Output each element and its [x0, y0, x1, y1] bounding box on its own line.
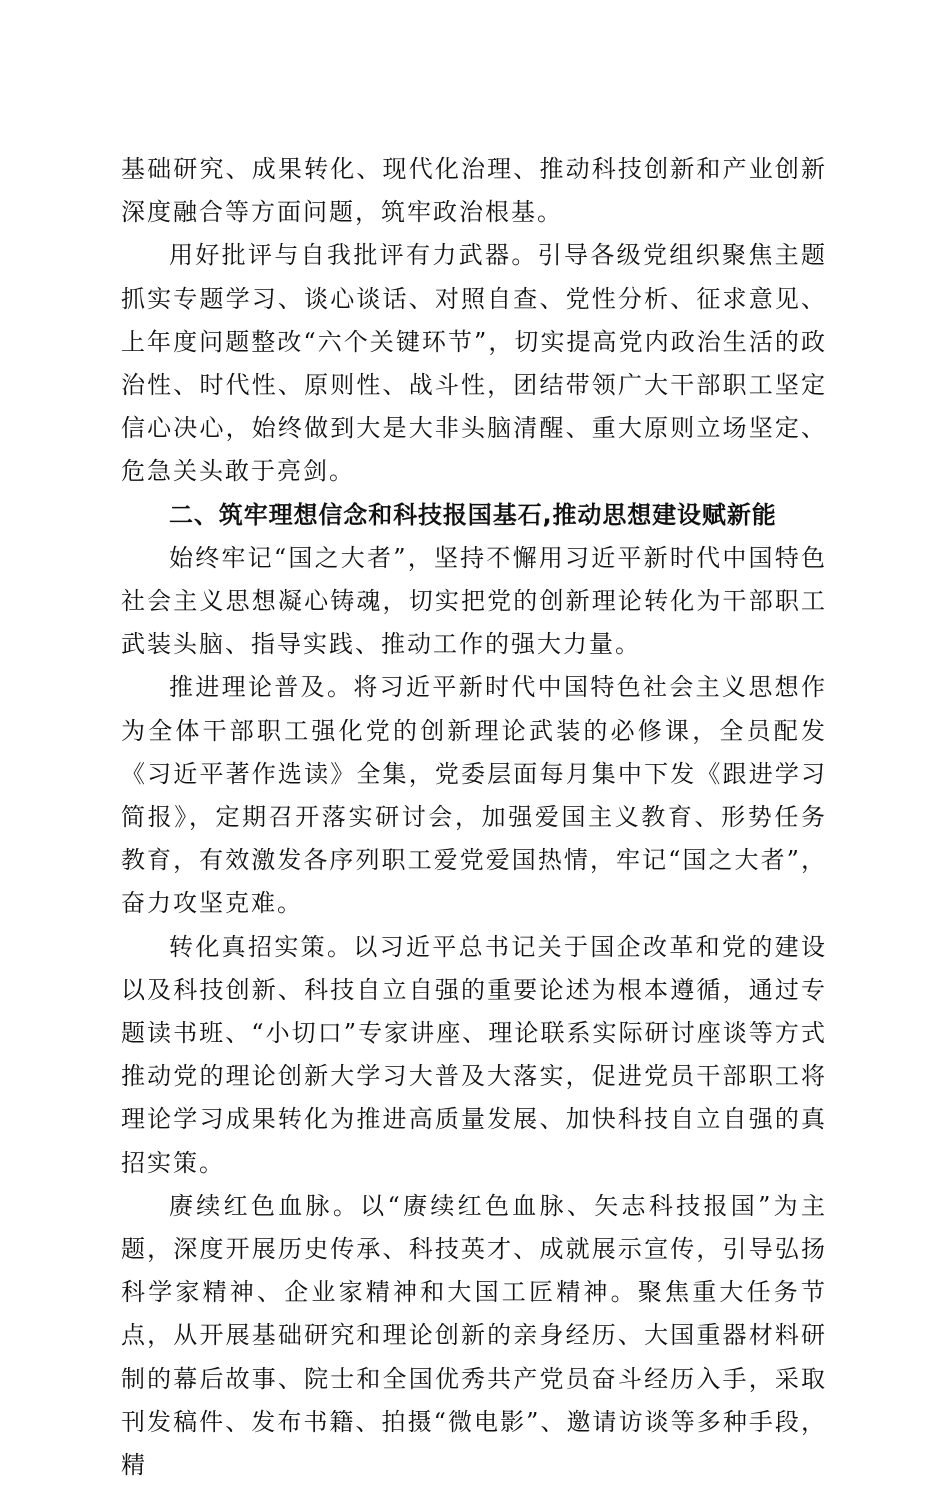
paragraph-intro: 始终牢记“国之大者”，坚持不懈用习近平新时代中国特色社会主义思想凝心铸魂，切实把党的创新理论转化为干部职工武装头脑、指导实践、推动工作的强大力量。 — [121, 543, 827, 659]
paragraph-criticism: 用好批评与自我批评有力武器。引导各级党组织聚焦主题抓实专题学习、谈心谈话、对照自查、党性分析、征求意见、上年度问题整改“六个关键环节”，切实提高党内政治生活的政治性、时代性、原则性、战斗性，团结带领广大干部职工坚定信心决心，始终做到大是大非头脑清醒、重大原则立场坚定、危急关头敢于亮剑。 — [121, 241, 827, 486]
section-heading: 二、筑牢理想信念和科技报国基石,推动思想建设赋新能 — [169, 500, 777, 529]
document-body — [121, 148, 827, 1487]
paragraph-theory: 推进理论普及。将习近平新时代中国特色社会主义思想作为全体干部职工强化党的创新理论武装的必修课，全员配发《习近平著作选读》全集，党委层面每月集中下发《跟进学习简报》，定期召开落实研讨会，加强爱国主义教育、形势任务教育，有效激发各序列职工爱党爱国热情，牢记“国之大者”，奋力攻坚克难。 — [121, 673, 827, 918]
paragraph-strategy: 转化真招实策。以习近平总书记关于国企改革和党的建设以及科技创新、科技自立自强的重要论述为根本遵循，通过专题读书班、“小切口”专家讲座、理论联系实际研讨座谈等方式推动党的理论创新大学习大普及大落实，促进党员干部职工将理论学习成果转化为推进高质量发展、加快科技自立自强的真招实策。 — [121, 932, 827, 1177]
paragraph-red-heritage: 赓续红色血脉。以“赓续红色血脉、矢志科技报国”为主题，深度开展历史传承、科技英才、成就展示宣传，引导弘扬科学家精神、企业家精神和大国工匠精神。聚焦重大任务节点，从开展基础研究和理论创新的亲身经历、大国重器材料研制的幕后故事、院士和全国优秀共产党员奋斗经历入手，采取刊发稿件、发布书籍、拍摄“微电影”、邀请访谈等多种手段，精 — [121, 1191, 827, 1480]
paragraph-continuation: 基础研究、成果转化、现代化治理、推动科技创新和产业创新深度融合等方面问题，筑牢政治根基。 — [121, 155, 827, 227]
